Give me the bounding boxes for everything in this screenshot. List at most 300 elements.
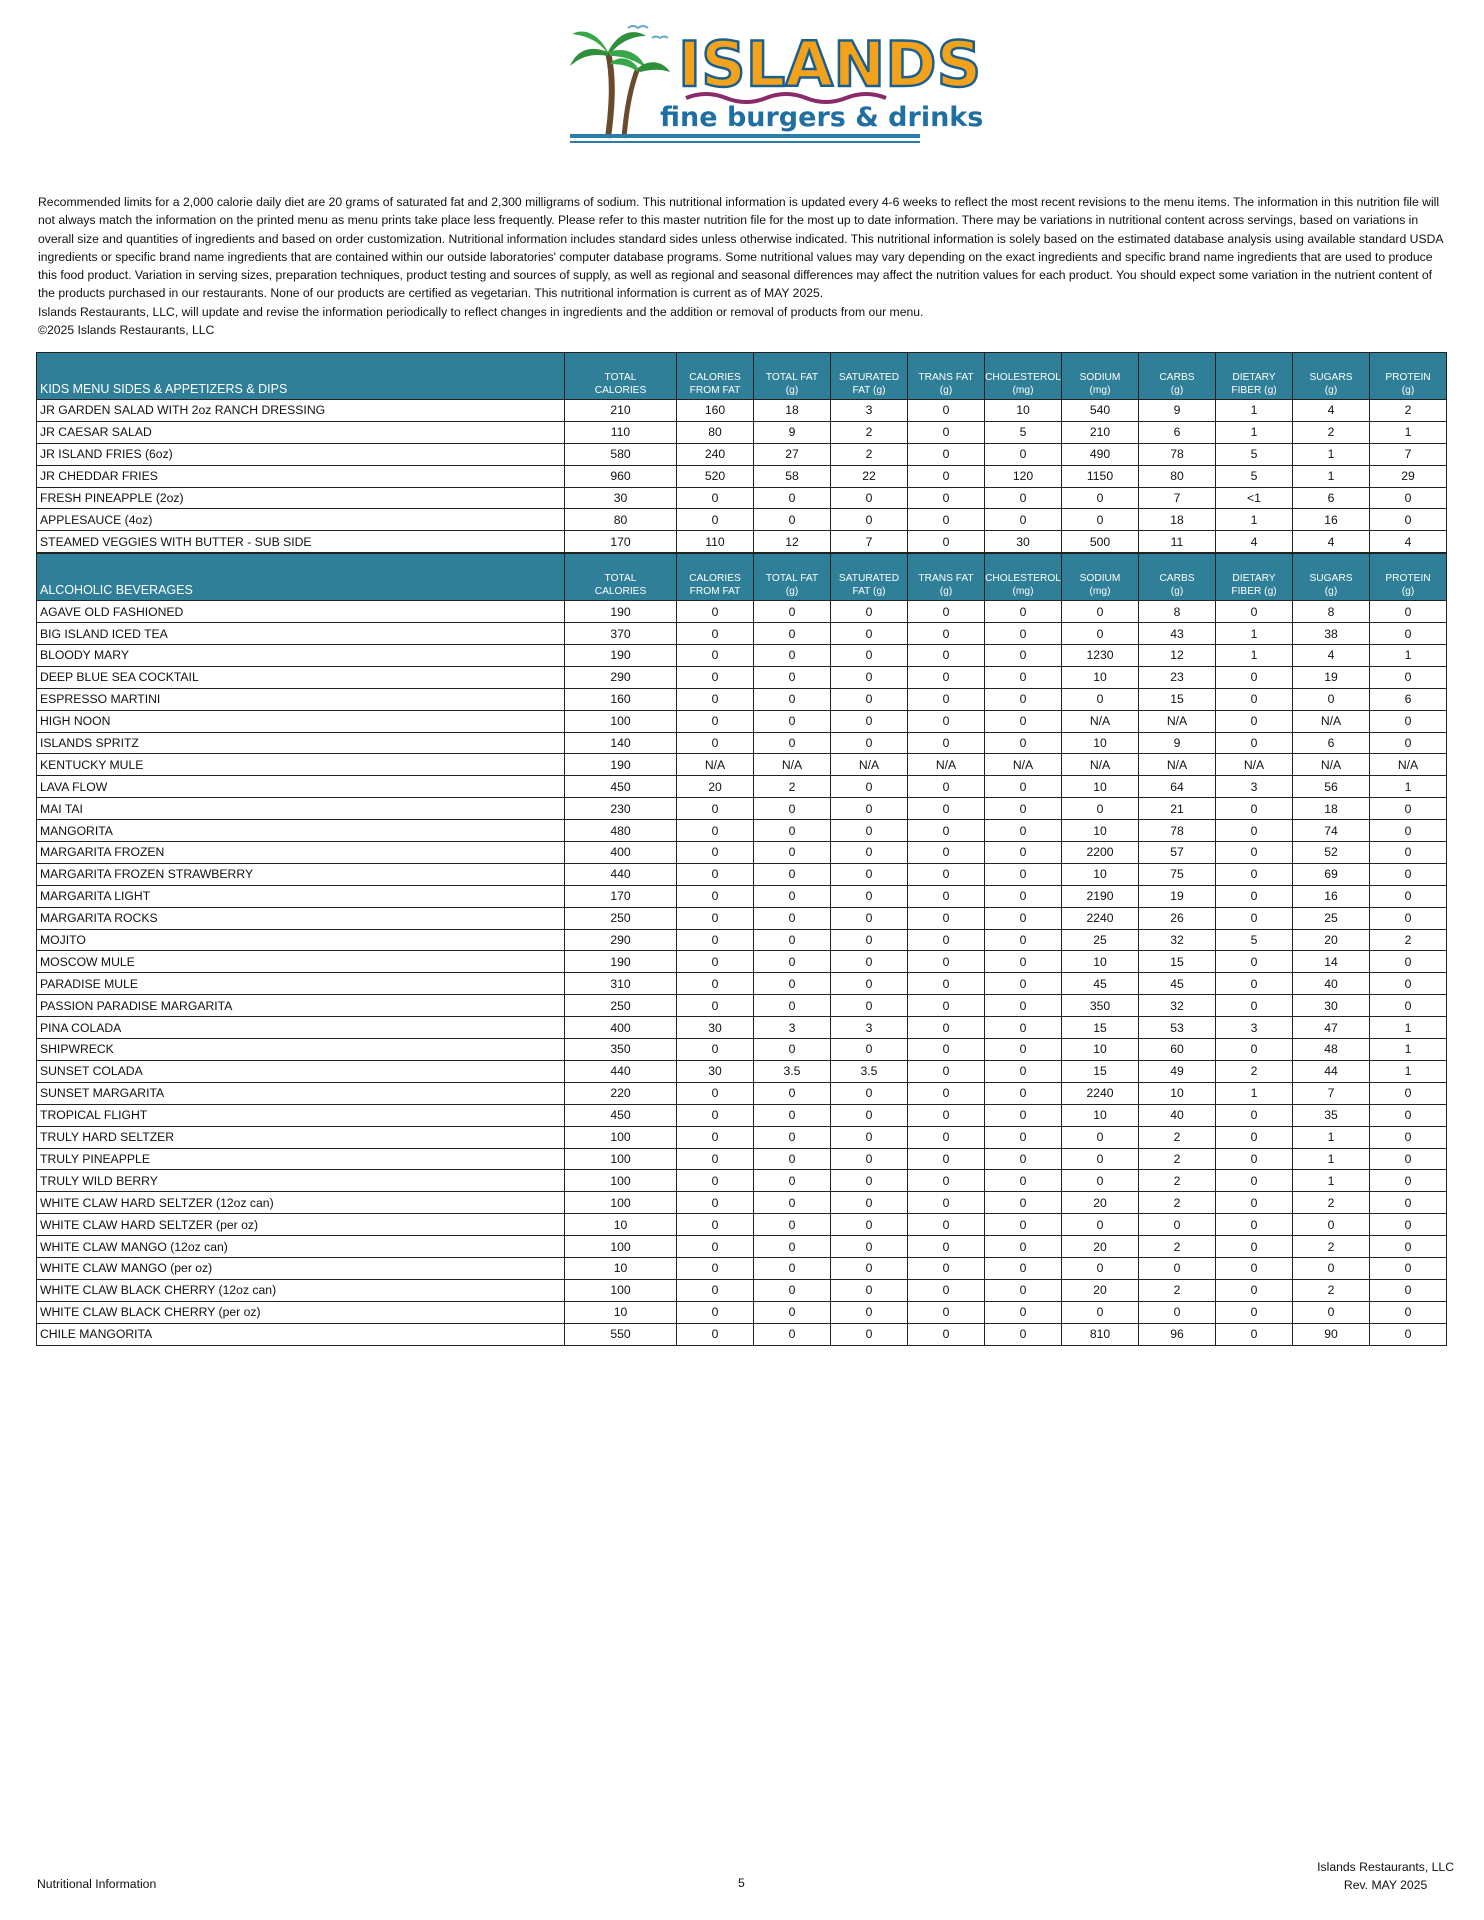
column-header-line2: FIBER (g) <box>1231 586 1277 598</box>
table-row <box>37 798 1447 820</box>
item-name: WHITE CLAW HARD SELTZER (per oz) <box>37 1214 565 1236</box>
nutrient-value: 0 <box>908 487 985 509</box>
nutrient-value: 1 <box>1216 400 1293 422</box>
nutrient-value: 74 <box>1293 820 1370 842</box>
nutrient-value: 0 <box>908 951 985 973</box>
nutrient-value: 78 <box>1139 820 1216 842</box>
nutrient-value: 10 <box>565 1257 677 1279</box>
footer-revision: Rev. MAY 2025 <box>1343 1878 1428 1892</box>
nutrient-value: 0 <box>677 509 754 531</box>
nutrient-value: 0 <box>1370 732 1447 754</box>
nutrient-value: 450 <box>565 1104 677 1126</box>
nutrient-value: 9 <box>754 421 831 443</box>
table-row <box>37 1104 1447 1126</box>
nutrient-value: 0 <box>1370 973 1447 995</box>
nutrient-value: N/A <box>754 754 831 776</box>
nutrient-value: 1 <box>1370 1060 1447 1082</box>
nutrient-value: 0 <box>677 1192 754 1214</box>
column-header <box>985 554 1062 601</box>
nutrient-value: 0 <box>985 776 1062 798</box>
column-header-line1: TOTAL FAT <box>765 573 819 585</box>
nutrient-value: 0 <box>908 531 985 553</box>
nutrient-value: 15 <box>1139 688 1216 710</box>
nutrient-value: 0 <box>1370 1279 1447 1301</box>
nutrient-value: 0 <box>985 863 1062 885</box>
item-name: PINA COLADA <box>37 1017 565 1039</box>
nutrient-value: 4 <box>1370 531 1447 553</box>
footer-company-block <box>1317 1858 1454 1894</box>
nutrient-value: 0 <box>1062 509 1139 531</box>
nutrient-value: 2 <box>1139 1148 1216 1170</box>
nutrient-value: 0 <box>831 1214 908 1236</box>
nutrient-value: 10 <box>1139 1082 1216 1104</box>
item-name: STEAMED VEGGIES WITH BUTTER - SUB SIDE <box>37 531 565 553</box>
nutrient-value: 0 <box>985 929 1062 951</box>
nutrient-value: 0 <box>1216 885 1293 907</box>
item-name: WHITE CLAW MANGO (per oz) <box>37 1257 565 1279</box>
nutrient-value: 0 <box>908 1236 985 1258</box>
nutrient-value: 100 <box>565 1148 677 1170</box>
nutrient-value: 0 <box>985 1104 1062 1126</box>
item-name: ISLANDS SPRITZ <box>37 732 565 754</box>
item-name: AGAVE OLD FASHIONED <box>37 601 565 623</box>
nutrient-value: 100 <box>565 1192 677 1214</box>
nutrient-value: 0 <box>908 1257 985 1279</box>
nutrient-value: 0 <box>754 1279 831 1301</box>
table-header-row <box>37 554 1447 601</box>
nutrition-tables <box>36 352 1445 1346</box>
nutrient-value: 0 <box>831 1236 908 1258</box>
nutrient-value: 1 <box>1216 1082 1293 1104</box>
nutrient-value: 0 <box>1216 1257 1293 1279</box>
nutrient-value: 0 <box>908 465 985 487</box>
nutrient-value: 78 <box>1139 443 1216 465</box>
table-row <box>37 1060 1447 1082</box>
table-header-row <box>37 353 1447 400</box>
nutrient-value: 1 <box>1370 776 1447 798</box>
nutrient-value: 0 <box>754 732 831 754</box>
nutrient-value: 0 <box>677 907 754 929</box>
nutrient-value: 0 <box>908 688 985 710</box>
nutrient-value: 230 <box>565 798 677 820</box>
nutrient-value: 0 <box>985 885 1062 907</box>
column-header-line1: SATURATED <box>838 573 900 585</box>
nutrient-value: 5 <box>1216 465 1293 487</box>
nutrient-value: 100 <box>565 1279 677 1301</box>
nutrient-value: 0 <box>908 1126 985 1148</box>
nutrient-value: 0 <box>908 863 985 885</box>
column-header-line2: (g) <box>785 385 799 396</box>
nutrient-value: 0 <box>985 1148 1062 1170</box>
nutrient-value: 0 <box>908 995 985 1017</box>
table-row <box>37 666 1447 688</box>
item-name: JR CAESAR SALAD <box>37 421 565 443</box>
nutrient-value: 12 <box>754 531 831 553</box>
nutrient-value: 8 <box>1293 601 1370 623</box>
nutrient-value: 0 <box>831 1082 908 1104</box>
nutrient-value: 0 <box>1370 798 1447 820</box>
nutrient-value: 0 <box>677 798 754 820</box>
nutrient-value: 400 <box>565 842 677 864</box>
column-header-line2: CALORIES <box>594 385 647 396</box>
column-header-line1: DIETARY <box>1232 573 1276 585</box>
nutrient-value: 30 <box>1293 995 1370 1017</box>
table-row <box>37 531 1447 553</box>
nutrient-value: 0 <box>677 1323 754 1345</box>
column-header-line1: CHOLESTEROL <box>985 372 1061 383</box>
nutrient-value: 0 <box>677 951 754 973</box>
nutrient-value: 0 <box>754 929 831 951</box>
table-row <box>37 487 1447 509</box>
nutrient-value: N/A <box>1139 710 1216 732</box>
nutrient-value: 0 <box>908 1214 985 1236</box>
nutrient-value: 100 <box>565 1126 677 1148</box>
section-title: ALCOHOLIC BEVERAGES <box>37 554 565 601</box>
nutrient-value: 0 <box>985 995 1062 1017</box>
table-row <box>37 754 1447 776</box>
item-name: WHITE CLAW MANGO (12oz can) <box>37 1236 565 1258</box>
nutrient-value: 6 <box>1370 688 1447 710</box>
nutrient-value: 2240 <box>1062 907 1139 929</box>
table-row <box>37 1148 1447 1170</box>
nutrient-value: 0 <box>1370 995 1447 1017</box>
item-name: MARGARITA FROZEN <box>37 842 565 864</box>
nutrient-value: 0 <box>1062 1257 1139 1279</box>
nutrient-value: 0 <box>1370 820 1447 842</box>
nutrient-value: 18 <box>1139 509 1216 531</box>
disclaimer <box>38 193 1448 339</box>
nutrient-value: 32 <box>1139 929 1216 951</box>
nutrient-value: 3 <box>831 1017 908 1039</box>
nutrient-value: 18 <box>754 400 831 422</box>
nutrient-value: 6 <box>1293 487 1370 509</box>
nutrient-value: 0 <box>754 1148 831 1170</box>
nutrient-value: 0 <box>677 601 754 623</box>
nutrient-value: 0 <box>1062 1148 1139 1170</box>
nutrient-value: 80 <box>1139 465 1216 487</box>
nutrient-value: 0 <box>985 1192 1062 1214</box>
item-name: PASSION PARADISE MARGARITA <box>37 995 565 1017</box>
nutrient-value: 0 <box>1370 1257 1447 1279</box>
nutrient-value: 20 <box>1062 1192 1139 1214</box>
nutrient-value: 1 <box>1370 1017 1447 1039</box>
nutrient-value: N/A <box>1293 754 1370 776</box>
nutrient-value: 0 <box>754 863 831 885</box>
nutrient-value: 110 <box>677 531 754 553</box>
nutrient-value: 2 <box>1370 929 1447 951</box>
column-header-line2: (g) <box>1401 586 1415 598</box>
column-header-line1: SODIUM <box>1079 573 1121 585</box>
nutrient-value: 90 <box>1293 1323 1370 1345</box>
table-row <box>37 951 1447 973</box>
column-header-line2: (mg) <box>1012 385 1034 396</box>
nutrient-value: 0 <box>1293 1257 1370 1279</box>
column-header <box>1062 353 1139 400</box>
nutrient-value: 0 <box>908 509 985 531</box>
nutrient-value: 0 <box>754 973 831 995</box>
nutrient-value: 0 <box>754 601 831 623</box>
nutrient-value: 1 <box>1293 443 1370 465</box>
nutrient-value: 2 <box>831 443 908 465</box>
nutrient-value: 0 <box>1216 1214 1293 1236</box>
item-name: ESPRESSO MARTINI <box>37 688 565 710</box>
nutrient-value: 0 <box>1370 1301 1447 1323</box>
nutrient-value: 53 <box>1139 1017 1216 1039</box>
nutrient-value: 0 <box>677 688 754 710</box>
item-name: JR ISLAND FRIES (6oz) <box>37 443 565 465</box>
nutrient-value: 1 <box>1293 1170 1370 1192</box>
nutrient-value: 0 <box>677 929 754 951</box>
item-name: MARGARITA FROZEN STRAWBERRY <box>37 863 565 885</box>
nutrient-value: N/A <box>1062 754 1139 776</box>
column-header-line1: SUGARS <box>1309 573 1353 585</box>
column-header <box>677 353 754 400</box>
nutrient-value: 0 <box>1370 1126 1447 1148</box>
table-row <box>37 1170 1447 1192</box>
nutrient-value: 0 <box>754 645 831 667</box>
nutrient-value: 0 <box>831 995 908 1017</box>
nutrient-value: 0 <box>985 732 1062 754</box>
nutrient-value: 96 <box>1139 1323 1216 1345</box>
table-row <box>37 688 1447 710</box>
nutrient-value: 0 <box>1139 1301 1216 1323</box>
nutrient-value: 290 <box>565 666 677 688</box>
nutrient-value: 5 <box>1216 929 1293 951</box>
nutrient-value: 160 <box>677 400 754 422</box>
item-name: MANGORITA <box>37 820 565 842</box>
item-name: SUNSET MARGARITA <box>37 1082 565 1104</box>
nutrient-value: 30 <box>565 487 677 509</box>
column-header <box>1139 554 1216 601</box>
nutrient-value: 27 <box>754 443 831 465</box>
nutrient-value: 16 <box>1293 885 1370 907</box>
table-row <box>37 820 1447 842</box>
nutrient-value: 1 <box>1293 465 1370 487</box>
nutrient-value: 45 <box>1062 973 1139 995</box>
column-header-line1: CARBS <box>1159 573 1195 585</box>
nutrient-value: 0 <box>677 1104 754 1126</box>
nutrient-value: 0 <box>908 1301 985 1323</box>
nutrient-value: 190 <box>565 754 677 776</box>
nutrient-value: 0 <box>1370 1323 1447 1345</box>
nutrient-value: 0 <box>1370 710 1447 732</box>
nutrient-value: 4 <box>1293 400 1370 422</box>
nutrient-value: 0 <box>908 885 985 907</box>
nutrient-value: 0 <box>1293 688 1370 710</box>
nutrient-value: 0 <box>754 1301 831 1323</box>
column-header-line1: TRANS FAT <box>918 372 974 383</box>
nutrient-value: 0 <box>1062 1214 1139 1236</box>
nutrient-value: 0 <box>831 1257 908 1279</box>
column-header-line2: (g) <box>1170 385 1184 396</box>
nutrient-value: 100 <box>565 1236 677 1258</box>
nutrient-value: 1 <box>1216 645 1293 667</box>
nutrient-value: 0 <box>1216 666 1293 688</box>
table-row <box>37 1126 1447 1148</box>
column-header <box>1216 554 1293 601</box>
nutrient-value: 0 <box>1216 710 1293 732</box>
nutrient-value: 4 <box>1216 531 1293 553</box>
nutrient-value: N/A <box>1216 754 1293 776</box>
column-header-line1: SODIUM <box>1079 372 1121 383</box>
nutrient-value: 0 <box>754 907 831 929</box>
column-header-line1: CHOLESTEROL <box>985 573 1061 585</box>
nutrient-value: 0 <box>754 487 831 509</box>
nutrient-value: N/A <box>908 754 985 776</box>
nutrient-value: 0 <box>831 732 908 754</box>
nutrient-value: 0 <box>1216 1301 1293 1323</box>
nutrient-value: 0 <box>831 1148 908 1170</box>
nutrient-value: 0 <box>1293 1301 1370 1323</box>
nutrient-value: 1 <box>1293 1148 1370 1170</box>
nutrient-value: 19 <box>1293 666 1370 688</box>
nutrient-value: 0 <box>1216 1104 1293 1126</box>
column-header <box>565 554 677 601</box>
table-row <box>37 1323 1447 1345</box>
nutrient-value: 0 <box>908 623 985 645</box>
nutrient-value: 0 <box>1216 1039 1293 1061</box>
nutrient-value: 2 <box>1139 1170 1216 1192</box>
table-row <box>37 443 1447 465</box>
column-header <box>1216 353 1293 400</box>
nutrient-value: 1 <box>1216 509 1293 531</box>
nutrient-value: 960 <box>565 465 677 487</box>
nutrient-value: 0 <box>985 1082 1062 1104</box>
nutrient-value: 0 <box>677 1301 754 1323</box>
nutrient-value: 22 <box>831 465 908 487</box>
nutrient-value: 0 <box>1370 509 1447 531</box>
item-name: SHIPWRECK <box>37 1039 565 1061</box>
nutrient-value: 8 <box>1139 601 1216 623</box>
nutrient-value: 2 <box>1370 400 1447 422</box>
nutrient-value: 440 <box>565 1060 677 1082</box>
table-row <box>37 623 1447 645</box>
nutrient-value: 2 <box>1293 421 1370 443</box>
nutrient-value: 10 <box>1062 1039 1139 1061</box>
nutrient-value: 0 <box>831 842 908 864</box>
nutrient-value: 0 <box>677 995 754 1017</box>
nutrient-value: 0 <box>985 973 1062 995</box>
nutrient-value: 1 <box>1370 421 1447 443</box>
nutrient-value: 0 <box>677 973 754 995</box>
item-name: KENTUCKY MULE <box>37 754 565 776</box>
nutrient-value: 0 <box>831 1039 908 1061</box>
column-header-line1: PROTEIN <box>1385 372 1431 383</box>
item-name: HIGH NOON <box>37 710 565 732</box>
nutrient-value: 190 <box>565 645 677 667</box>
nutrient-value: 0 <box>677 645 754 667</box>
nutrient-value: 14 <box>1293 951 1370 973</box>
column-header-line2: (g) <box>1401 385 1415 396</box>
nutrient-value: 0 <box>1216 820 1293 842</box>
item-name: JR CHEDDAR FRIES <box>37 465 565 487</box>
disclaimer-paragraph: Recommended limits for a 2,000 calorie daily diet are 20 grams of saturated fat and 2,300 milligrams of sodium. This nutritional information is updated every 4-6 weeks to reflect the most recent revisions to the menu items. The information in this nutrition file will not always match the information on the printed menu as menu prints take place less frequently. Please refer to this master nutrition file for the most up to date information. There may be variations in nutritional content across servings, based on variations in overall size and quantities of ingredients and based on order customization. Nutritional information includes standard sides unless otherwise indicated. This nutritional information is solely based on the estimated database analysis using available standard USDA ingredients or specific brand name ingredients that are contained within our outside laboratories' computer database programs. Some nutritional values may vary depending on the exact ingredients and specific brand name ingredients that are used to produce this food product. Variation in serving sizes, preparation techniques, product testing and sources of supply, as well as regional and seasonal differences may affect the nutrition values for each product. You should expect some variation in the nutrient content of the products purchased in our restaurants. None of our products are certified as vegetarian. This nutritional information is current as of MAY 2025. <box>38 195 1443 301</box>
nutrient-value: 0 <box>908 1017 985 1039</box>
nutrient-value: 0 <box>831 1323 908 1345</box>
nutrient-value: 440 <box>565 863 677 885</box>
nutrient-value: 2 <box>1293 1192 1370 1214</box>
nutrient-value: 10 <box>565 1214 677 1236</box>
nutrient-value: 1 <box>1216 623 1293 645</box>
nutrient-value: 0 <box>1216 798 1293 820</box>
nutrient-value: 0 <box>1062 798 1139 820</box>
nutrient-value: 0 <box>754 1192 831 1214</box>
table-row <box>37 645 1447 667</box>
nutrient-value: 32 <box>1139 995 1216 1017</box>
logo-graphic <box>568 18 984 150</box>
nutrient-value: 69 <box>1293 863 1370 885</box>
nutrient-value: 2 <box>1139 1279 1216 1301</box>
nutrient-value: N/A <box>677 754 754 776</box>
nutrient-value: N/A <box>1370 754 1447 776</box>
nutrient-value: 0 <box>1062 1170 1139 1192</box>
nutrient-value: 480 <box>565 820 677 842</box>
nutrient-value: 0 <box>831 885 908 907</box>
column-header <box>1062 554 1139 601</box>
nutrient-value: 6 <box>1139 421 1216 443</box>
nutrient-value: 21 <box>1139 798 1216 820</box>
nutrient-value: 0 <box>831 929 908 951</box>
nutrient-value: 3 <box>1216 1017 1293 1039</box>
nutrient-value: 56 <box>1293 776 1370 798</box>
column-header <box>831 554 908 601</box>
nutrient-value: 0 <box>985 842 1062 864</box>
nutrient-value: 3.5 <box>831 1060 908 1082</box>
nutrient-value: 1230 <box>1062 645 1139 667</box>
nutrient-value: 10 <box>1062 776 1139 798</box>
item-name: MARGARITA ROCKS <box>37 907 565 929</box>
nutrient-value: 0 <box>1216 601 1293 623</box>
nutrient-value: 0 <box>908 400 985 422</box>
table-row <box>37 1301 1447 1323</box>
nutrient-value: 0 <box>1216 863 1293 885</box>
nutrient-value: 0 <box>831 863 908 885</box>
nutrient-value: 0 <box>908 1170 985 1192</box>
nutrient-value: 4 <box>1293 645 1370 667</box>
nutrient-value: 0 <box>985 666 1062 688</box>
nutrient-value: 0 <box>985 798 1062 820</box>
nutrient-value: 2200 <box>1062 842 1139 864</box>
nutrient-value: 0 <box>908 907 985 929</box>
nutrient-value: 0 <box>754 820 831 842</box>
column-header-line2: (mg) <box>1089 385 1111 396</box>
nutrient-value: 0 <box>1370 1082 1447 1104</box>
nutrient-value: 0 <box>1216 1148 1293 1170</box>
column-header-line1: SUGARS <box>1309 372 1353 383</box>
item-name: WHITE CLAW BLACK CHERRY (12oz can) <box>37 1279 565 1301</box>
nutrient-value: 10 <box>1062 1104 1139 1126</box>
nutrient-value: 40 <box>1139 1104 1216 1126</box>
logo-brand: ISLANDS <box>678 28 982 101</box>
column-header-line2: FROM FAT <box>689 385 741 396</box>
table-row <box>37 907 1447 929</box>
item-name: APPLESAUCE (4oz) <box>37 509 565 531</box>
nutrient-value: 0 <box>754 1082 831 1104</box>
nutrient-value: 0 <box>754 1039 831 1061</box>
nutrient-value: 23 <box>1139 666 1216 688</box>
nutrient-value: 190 <box>565 951 677 973</box>
nutrient-value: 1 <box>1370 1039 1447 1061</box>
nutrient-value: 0 <box>1370 907 1447 929</box>
nutrient-value: 0 <box>677 1126 754 1148</box>
column-header-line2: (mg) <box>1012 586 1034 598</box>
nutrient-value: 0 <box>1216 995 1293 1017</box>
nutrient-value: N/A <box>1293 710 1370 732</box>
nutrient-value: 0 <box>1216 1236 1293 1258</box>
nutrient-value: 1 <box>1370 645 1447 667</box>
nutrient-value: 0 <box>1216 1192 1293 1214</box>
nutrient-value: 0 <box>677 623 754 645</box>
